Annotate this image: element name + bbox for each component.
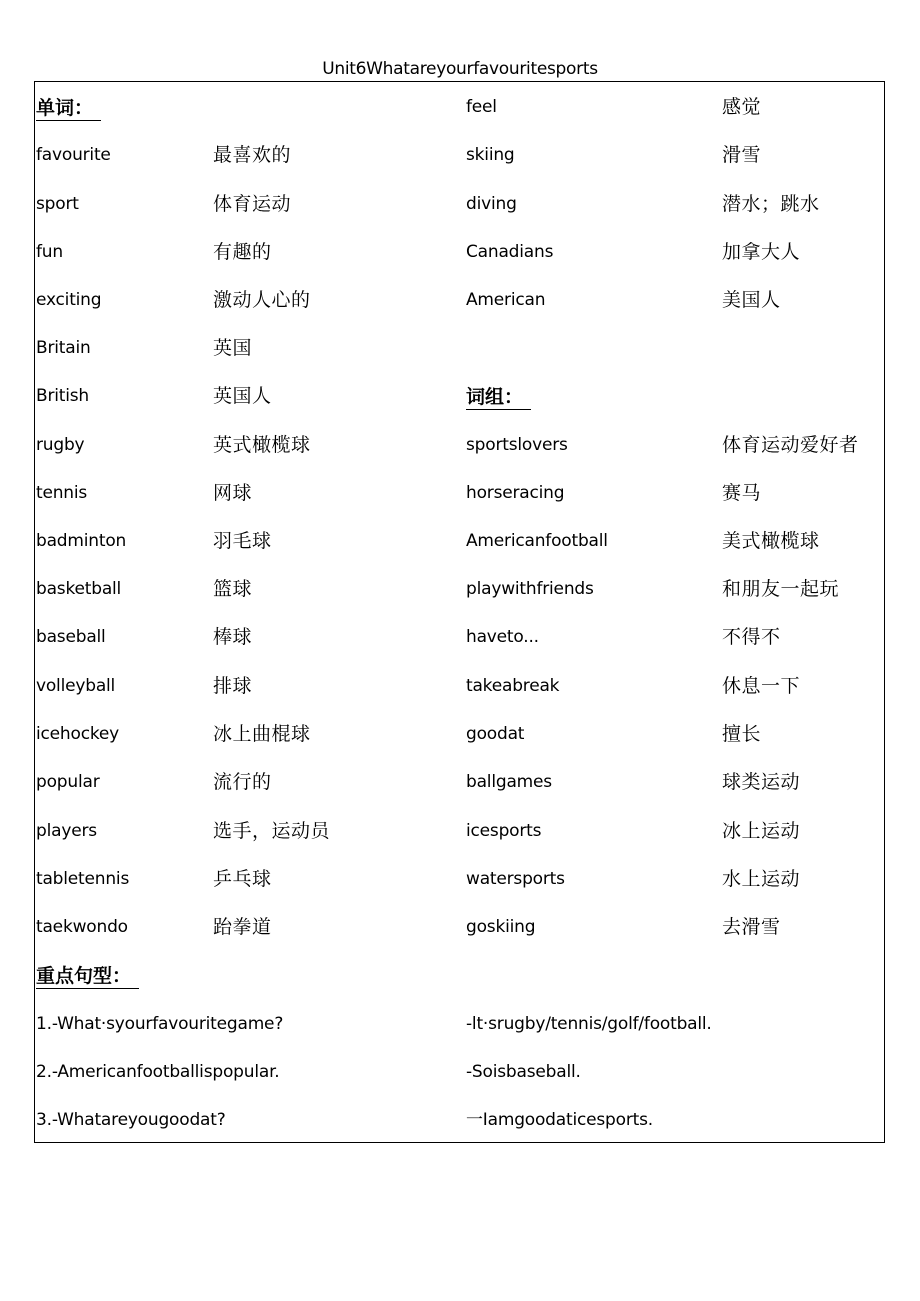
phrase-zh: 休息一下 [722, 675, 801, 697]
table-row [35, 767, 886, 797]
word-zh: 潜水；跳水 [722, 193, 820, 215]
word-zh: 激动人心的 [213, 289, 311, 311]
table-row [35, 864, 886, 894]
table-row [35, 719, 886, 749]
phrase-zh: 球类运动 [722, 771, 801, 793]
word-zh: 英式橄榄球 [213, 434, 311, 456]
word-zh: 最喜欢的 [213, 144, 292, 166]
sentence-row [35, 1105, 886, 1135]
sentence-answer: -Soisbaseball. [466, 1062, 581, 1082]
word-zh: 乒乓球 [213, 868, 272, 890]
table-row [35, 92, 886, 122]
word-en: feel [466, 97, 497, 117]
word-zh: 滑雪 [722, 144, 762, 166]
sentence-row [35, 1009, 886, 1039]
sentence-question: 3.-Whatareyougoodat? [36, 1110, 226, 1130]
word-en: American [466, 290, 546, 310]
page-title: Unit6Whatareyourfavouritesports [322, 59, 598, 79]
table-row [35, 140, 886, 170]
word-en: sport [36, 194, 79, 214]
word-zh: 网球 [213, 482, 253, 504]
word-en: icehockey [36, 724, 120, 744]
phrase-zh: 冰上运动 [722, 820, 801, 842]
sentence-answer: 一Iamgoodaticesports. [466, 1110, 653, 1130]
word-zh: 英国 [213, 337, 253, 359]
phrase-en: ballgames [466, 772, 552, 792]
word-zh: 感觉 [722, 96, 762, 118]
word-zh: 篮球 [213, 578, 253, 600]
word-zh: 美国人 [722, 289, 781, 311]
phrase-zh: 赛马 [722, 482, 762, 504]
table-row [35, 912, 886, 942]
sentence-row [35, 1057, 886, 1087]
word-en: fun [36, 242, 63, 262]
phrase-zh: 美式橄榄球 [722, 530, 820, 552]
word-en: basketball [36, 579, 122, 599]
word-en: exciting [36, 290, 102, 310]
word-zh: 羽毛球 [213, 530, 272, 552]
word-en: players [36, 821, 97, 841]
word-en: rugby [36, 435, 85, 455]
table-row [35, 478, 886, 508]
word-en: British [36, 386, 89, 406]
word-en: diving [466, 194, 517, 214]
table-row [35, 189, 886, 219]
sentence-question: 2.-Americanfootballispopular. [36, 1062, 280, 1082]
word-zh: 棒球 [213, 626, 253, 648]
table-row [35, 381, 886, 411]
table-row [35, 285, 886, 315]
word-en: popular [36, 772, 100, 792]
table-row [35, 816, 886, 846]
phrase-zh: 和朋友一起玩 [722, 578, 840, 600]
table-row [35, 671, 886, 701]
word-en: favourite [36, 145, 111, 165]
table-row [35, 333, 886, 363]
vocabulary-table [34, 81, 885, 1143]
phrase-zh: 去滑雪 [722, 916, 781, 938]
sentence-question: 1.-What·syourfavouritegame? [36, 1014, 284, 1034]
phrase-en: watersports [466, 869, 565, 889]
words-heading: 单词： [36, 96, 101, 121]
phrase-en: horseracing [466, 483, 565, 503]
word-zh: 排球 [213, 675, 253, 697]
phrase-en: goodat [466, 724, 525, 744]
word-zh: 体育运动 [213, 193, 292, 215]
phrase-zh: 不得不 [722, 626, 781, 648]
word-en: taekwondo [36, 917, 128, 937]
word-en: badminton [36, 531, 127, 551]
phrase-en: sportslovers [466, 435, 568, 455]
table-row [35, 526, 886, 556]
phrase-zh: 水上运动 [722, 868, 801, 890]
word-zh: 跆拳道 [213, 916, 272, 938]
word-zh: 冰上曲棍球 [213, 723, 311, 745]
word-en: skiing [466, 145, 515, 165]
table-row [35, 960, 886, 990]
phrase-en: playwithfriends [466, 579, 594, 599]
word-zh: 选手，运动员 [213, 820, 331, 842]
phrase-zh: 擅长 [722, 723, 762, 745]
word-zh: 英国人 [213, 385, 272, 407]
table-row [35, 574, 886, 604]
word-en: volleyball [36, 676, 116, 696]
word-en: Canadians [466, 242, 554, 262]
phrase-en: takeabreak [466, 676, 560, 696]
table-row [35, 622, 886, 652]
word-en: tabletennis [36, 869, 130, 889]
phrase-zh: 体育运动爱好者 [722, 434, 859, 456]
word-en: Britain [36, 338, 91, 358]
word-zh: 流行的 [213, 771, 272, 793]
sentences-heading: 重点句型： [36, 964, 139, 989]
phrases-heading: 词组： [466, 385, 531, 410]
word-en: baseball [36, 627, 106, 647]
word-en: tennis [36, 483, 88, 503]
sentence-answer: -lt·srugby/tennis/golf/football. [466, 1014, 712, 1034]
word-zh: 加拿大人 [722, 241, 801, 263]
phrase-en: goskiing [466, 917, 536, 937]
phrase-en: icesports [466, 821, 542, 841]
phrase-en: haveto... [466, 627, 539, 647]
table-row [35, 430, 886, 460]
word-zh: 有趣的 [213, 241, 272, 263]
phrase-en: Americanfootball [466, 531, 608, 551]
table-row [35, 237, 886, 267]
